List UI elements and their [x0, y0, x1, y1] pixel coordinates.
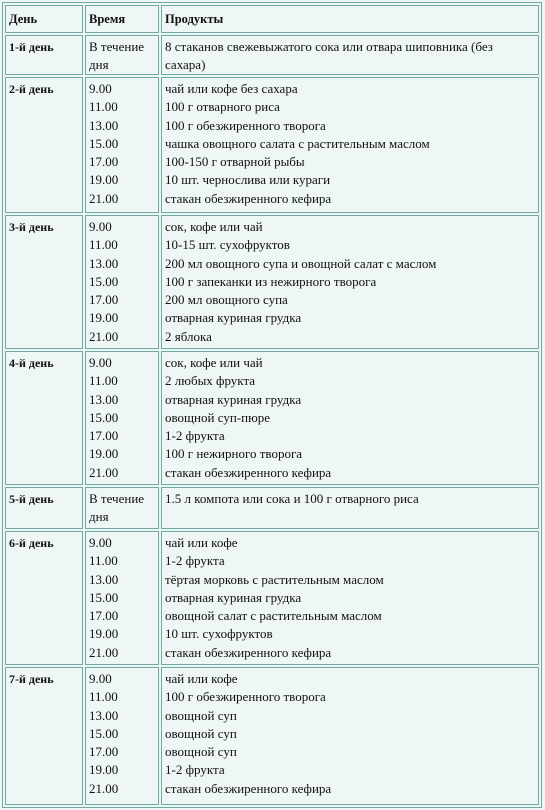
day-label: 3-й день: [5, 215, 83, 349]
product-item: чай или кофе без сахара: [165, 81, 298, 96]
day-label: 4-й день: [5, 351, 83, 485]
product-item: стакан обезжиренного кефира: [165, 644, 332, 660]
time-value: 15.00: [89, 725, 119, 741]
day-row: [5, 351, 539, 485]
product-item: 10 шт. сухофруктов: [165, 626, 273, 642]
time-value: 15.00: [89, 135, 119, 151]
day-row: [5, 531, 539, 665]
products-cell: [161, 531, 539, 665]
time-cell: [85, 487, 159, 529]
product-item: чашка овощного салата с растительным маслом: [165, 135, 430, 151]
product-item: 100-150 г отварной рыбы: [165, 154, 305, 170]
product-item: стакан обезжиренного кефира: [165, 464, 332, 480]
time-value: 13.00: [89, 255, 119, 271]
time-cell: [85, 667, 159, 805]
time-value: 15.00: [89, 589, 119, 605]
product-item: 2 яблока: [165, 328, 212, 344]
time-value: 9.00: [89, 219, 112, 234]
time-value: 11.00: [89, 689, 118, 705]
time-value: 19.00: [89, 172, 119, 188]
product-item: 10 шт. чернослива или кураги: [165, 172, 331, 188]
time-value: 9.00: [89, 535, 112, 550]
time-value: 21.00: [89, 464, 119, 480]
day-label: 2-й день: [5, 77, 83, 213]
time-value: 17.00: [89, 292, 119, 308]
day-row: [5, 487, 539, 529]
product-item: 1-2 фрукта: [165, 553, 225, 569]
products-cell: [161, 77, 539, 213]
time-value: 13.00: [89, 571, 119, 587]
product-item: 1.5 л компота или сока и 100 г отварного риса: [165, 491, 419, 506]
time-value: 21.00: [89, 190, 119, 206]
time-value: 11.00: [89, 237, 118, 253]
header-time: Время: [85, 5, 159, 33]
product-item: стакан обезжиренного кефира: [165, 780, 332, 796]
time-value: 17.00: [89, 428, 119, 444]
product-item: тёртая морковь с растительным маслом: [165, 571, 384, 587]
time-value: 13.00: [89, 707, 119, 723]
time-value: 9.00: [89, 355, 112, 370]
day-label: 5-й день: [5, 487, 83, 529]
products-cell: [161, 487, 539, 529]
product-item: сок, кофе или чай: [165, 219, 263, 234]
day-row: [5, 77, 539, 213]
diet-table: [2, 2, 542, 808]
product-item: 100 г обезжиренного творога: [165, 689, 326, 705]
time-value: В течение дня: [89, 491, 145, 525]
time-value: 9.00: [89, 671, 112, 686]
product-item: отварная куриная грудка: [165, 310, 302, 326]
product-item: 1-2 фрукта: [165, 428, 225, 444]
product-item: 1-2 фрукта: [165, 762, 225, 778]
product-item: овощной суп: [165, 744, 237, 760]
product-item: отварная куриная грудка: [165, 391, 302, 407]
time-value: 11.00: [89, 553, 118, 569]
product-item: овощной суп: [165, 725, 237, 741]
day-label: 6-й день: [5, 531, 83, 665]
time-value: 19.00: [89, 446, 119, 462]
day-label: 7-й день: [5, 667, 83, 805]
products-cell: [161, 667, 539, 805]
time-value: 21.00: [89, 644, 119, 660]
product-item: стакан обезжиренного кефира: [165, 190, 332, 206]
time-value: 9.00: [89, 81, 112, 96]
time-value: 17.00: [89, 608, 119, 624]
time-cell: [85, 351, 159, 485]
time-cell: [85, 531, 159, 665]
time-value: 21.00: [89, 780, 119, 796]
day-label: 1-й день: [5, 35, 83, 75]
product-item: 200 мл овощного супа и овощной салат с маслом: [165, 255, 437, 271]
header-products: Продукты: [161, 5, 539, 33]
time-value: 15.00: [89, 409, 119, 425]
product-item: сок, кофе или чай: [165, 355, 263, 370]
time-value: 17.00: [89, 154, 119, 170]
time-value: 11.00: [89, 99, 118, 115]
time-value: 11.00: [89, 373, 118, 389]
time-cell: [85, 77, 159, 213]
table-header: [5, 5, 539, 33]
product-item: 100 г нежирного творога: [165, 446, 303, 462]
time-value: 13.00: [89, 391, 119, 407]
products-cell: [161, 351, 539, 485]
time-value: 19.00: [89, 762, 119, 778]
time-value: В течение дня: [89, 39, 145, 73]
products-cell: [161, 215, 539, 349]
time-cell: [85, 35, 159, 75]
time-value: 15.00: [89, 273, 119, 289]
time-value: 21.00: [89, 328, 119, 344]
header-day: День: [5, 5, 83, 33]
product-item: 100 г отварного риса: [165, 99, 280, 115]
time-value: 13.00: [89, 117, 119, 133]
product-item: овощной салат с растительным маслом: [165, 608, 382, 624]
product-item: 100 г запеканки из нежирного творога: [165, 273, 377, 289]
product-item: 100 г обезжиренного творога: [165, 117, 326, 133]
day-row: [5, 35, 539, 75]
product-item: 8 стаканов свежевыжатого сока или отвара шиповника (без сахара): [165, 39, 493, 73]
product-item: 200 мл овощного супа: [165, 292, 288, 308]
day-row: [5, 215, 539, 349]
product-item: отварная куриная грудка: [165, 589, 302, 605]
time-cell: [85, 215, 159, 349]
time-value: 17.00: [89, 744, 119, 760]
product-item: чай или кофе: [165, 671, 238, 686]
day-row: [5, 667, 539, 805]
product-item: 10-15 шт. сухофруктов: [165, 237, 290, 253]
product-item: чай или кофе: [165, 535, 238, 550]
product-item: овощной суп: [165, 707, 237, 723]
products-cell: [161, 35, 539, 75]
product-item: 2 любых фрукта: [165, 373, 256, 389]
time-value: 19.00: [89, 310, 119, 326]
time-value: 19.00: [89, 626, 119, 642]
product-item: овощной суп-пюре: [165, 409, 271, 425]
